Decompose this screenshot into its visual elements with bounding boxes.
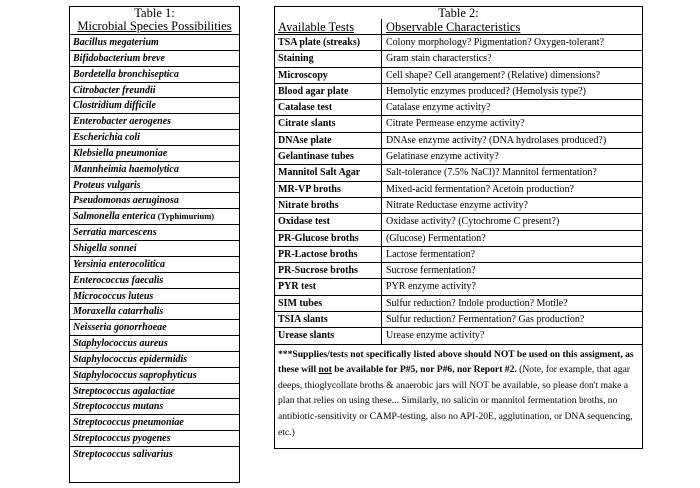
test-name: TSIA slants	[275, 312, 382, 327]
species-row	[70, 241, 239, 257]
species-name: Klebsiella pneumoniae	[73, 147, 168, 159]
test-row	[275, 263, 642, 279]
test-name: Citrate slants	[275, 116, 382, 131]
test-row	[275, 182, 642, 198]
test-name: PR-Glucose broths	[275, 231, 382, 246]
test-row	[275, 214, 642, 230]
test-name: Nitrate broths	[275, 198, 382, 213]
test-name: PYR test	[275, 279, 382, 294]
test-row	[275, 312, 642, 328]
test-row	[275, 279, 642, 295]
test-name: Blood agar plate	[275, 84, 382, 99]
species-name: Micrococcus luteus	[73, 290, 154, 302]
test-row	[275, 100, 642, 116]
test-row	[275, 68, 642, 84]
species-name: Bacillus megaterium	[73, 37, 159, 48]
test-name: Staining	[275, 51, 382, 66]
species-name: Streptococcus pneumoniae	[73, 417, 184, 429]
species-name: Staphylococcus epidermidis	[73, 353, 188, 365]
test-row	[275, 149, 642, 165]
species-row	[70, 146, 239, 162]
observable-characteristics-header: Observable Characteristics	[386, 20, 521, 34]
species-name: Serratia marcescens	[73, 227, 157, 239]
species-name: Pseudomonas aeruginosa	[73, 195, 179, 207]
test-characteristic: Sulfur reduction? Fermentation? Gas production?	[386, 314, 585, 326]
species-name: Mannheimia haemolytica	[73, 163, 179, 175]
test-name: Urease slants	[275, 328, 382, 343]
test-name: PR-Lactose broths	[275, 247, 382, 262]
test-characteristic: Sulfur reduction? Indole production? Motile?	[386, 297, 568, 309]
species-row	[70, 209, 239, 225]
table-2	[274, 6, 643, 449]
species-row	[70, 399, 239, 415]
species-row	[70, 384, 239, 400]
species-row	[70, 320, 239, 336]
species-strain: (Typhimurium)	[155, 211, 215, 222]
species-name: Yersinia enterocolitica	[73, 258, 165, 270]
species-name: Streptococcus agalactiae	[73, 385, 175, 397]
species-row	[70, 304, 239, 320]
test-characteristic: Hemolytic enzymes produced? (Hemolysis type?)	[386, 85, 586, 97]
species-row	[70, 51, 239, 67]
species-row	[70, 352, 239, 368]
test-row	[275, 116, 642, 132]
table-1-header: Microbial Species Possibilities	[70, 20, 239, 35]
test-row	[275, 35, 642, 51]
species-row	[70, 273, 239, 289]
species-name: Citrobacter freundii	[73, 84, 156, 96]
test-row	[275, 198, 642, 214]
species-row	[70, 130, 239, 146]
test-name: Microscopy	[275, 68, 382, 83]
test-name: Oxidase test	[275, 214, 382, 229]
test-name: PR-Sucrose broths	[275, 263, 382, 278]
species-row	[70, 98, 239, 114]
species-name: Streptococcus salivarius	[73, 448, 173, 460]
test-name: Gelantinase tubes	[275, 149, 382, 164]
test-characteristic: Gelatinase enzyme activity?	[386, 151, 499, 163]
table-1-caption: Table 1:	[134, 6, 175, 20]
species-row	[70, 67, 239, 83]
table-1	[69, 6, 240, 483]
species-row	[70, 193, 239, 209]
test-characteristic: Mixed-acid fermentation? Acetoin production?	[386, 183, 574, 195]
species-name: Enterobacter aerogenes	[73, 116, 172, 128]
species-name: Staphylococcus aureus	[73, 338, 168, 350]
test-characteristic: Urease enzyme activity?	[386, 330, 485, 342]
note-bold-end: be available for P#5, nor P#6, nor Report #2.	[331, 364, 517, 376]
test-row	[275, 296, 642, 312]
test-row	[275, 247, 642, 263]
test-characteristic: Citrate Permease enzyme activity?	[386, 118, 525, 130]
species-row	[70, 431, 239, 447]
test-characteristic: PYR enzyme activity?	[386, 281, 476, 293]
test-characteristic: DNAse enzyme activity? (DNA hydrolases produced?)	[386, 134, 607, 146]
test-row	[275, 133, 642, 149]
test-name: Catalase test	[275, 100, 382, 115]
note-bold-underlined: not	[318, 364, 332, 376]
species-row	[70, 225, 239, 241]
test-characteristic: Catalase enzyme activity?	[386, 102, 491, 114]
species-name: Bifidobacterium breve	[73, 52, 165, 64]
supplies-note	[275, 345, 642, 441]
species-name: Salmonella enterica	[73, 211, 156, 223]
species-name: Streptococcus mutans	[73, 401, 164, 413]
test-row	[275, 84, 642, 100]
test-characteristic: (Glucose) Fermentation?	[386, 232, 486, 244]
species-name: Clostridium difficile	[73, 100, 156, 112]
species-row	[70, 336, 239, 352]
species-name: Moraxella catarrhalis	[73, 306, 164, 318]
test-characteristic: Lactose fermentation?	[386, 248, 476, 260]
test-name: MR-VP broths	[275, 182, 382, 197]
tests-list	[275, 35, 642, 345]
species-row	[70, 447, 239, 463]
test-name: DNAse plate	[275, 133, 382, 148]
note-bold-start: ***Supplies/tests not specifically listed above should NOT be used on this assigment, as these will	[278, 348, 634, 376]
test-characteristic: Oxidase activity? (Cytochrome C present?)	[386, 216, 560, 228]
test-row	[275, 51, 642, 67]
species-row	[70, 162, 239, 178]
test-name: SIM tubes	[275, 296, 382, 311]
species-name: Bordetella bronchiseptica	[73, 68, 179, 80]
species-list	[70, 35, 239, 463]
available-tests-header: Available Tests	[275, 19, 382, 34]
species-name: Streptococcus pyogenes	[73, 433, 171, 445]
test-name: Mannitol Salt Agar	[275, 165, 382, 180]
test-characteristic: Cell shape? Cell arangement? (Relative) dimensions?	[386, 69, 601, 81]
species-row	[70, 35, 239, 51]
table-2-header-row	[275, 19, 642, 35]
table-2-caption: Table 2:	[438, 6, 479, 20]
species-row	[70, 289, 239, 305]
species-name: Escherichia coli	[73, 132, 140, 144]
note-plain: (Note, for example, that agar deeps, thioglycollate broths & anaerobic jars will NOT be available, so please don't make a plan that relies on using these... Similarly, no salicin or mannitol fermentation broths, no antibiotic-sensitivity or CAMP-testing, also no API-20E, agglutination, or DNA sequencing, etc.)	[278, 364, 633, 438]
species-row	[70, 257, 239, 273]
species-row	[70, 415, 239, 431]
test-characteristic: Sucrose fermentation?	[386, 265, 476, 277]
species-row	[70, 368, 239, 384]
test-row	[275, 231, 642, 247]
test-row	[275, 328, 642, 344]
species-name: Shigella sonnei	[73, 242, 137, 254]
species-name: Staphylococcus saprophyticus	[73, 369, 197, 381]
test-characteristic: Colony morphology? Pigmentation? Oxygen-tolerant?	[386, 37, 605, 48]
test-name: TSA plate (streaks)	[275, 35, 382, 50]
species-name: Enterococcus faecalis	[73, 274, 164, 286]
test-characteristic: Gram stain characterstics?	[386, 53, 492, 65]
test-characteristic: Nitrate Reductase enzyme activity?	[386, 199, 528, 211]
species-row	[70, 178, 239, 194]
test-row	[275, 165, 642, 181]
species-name: Neisseria gonorrhoeae	[73, 322, 167, 334]
species-row	[70, 83, 239, 99]
test-characteristic: Salt-tolerance (7.5% NaCl)? Mannitol fermentation?	[386, 167, 597, 179]
species-name: Proteus vulgaris	[73, 179, 141, 191]
species-row	[70, 114, 239, 130]
